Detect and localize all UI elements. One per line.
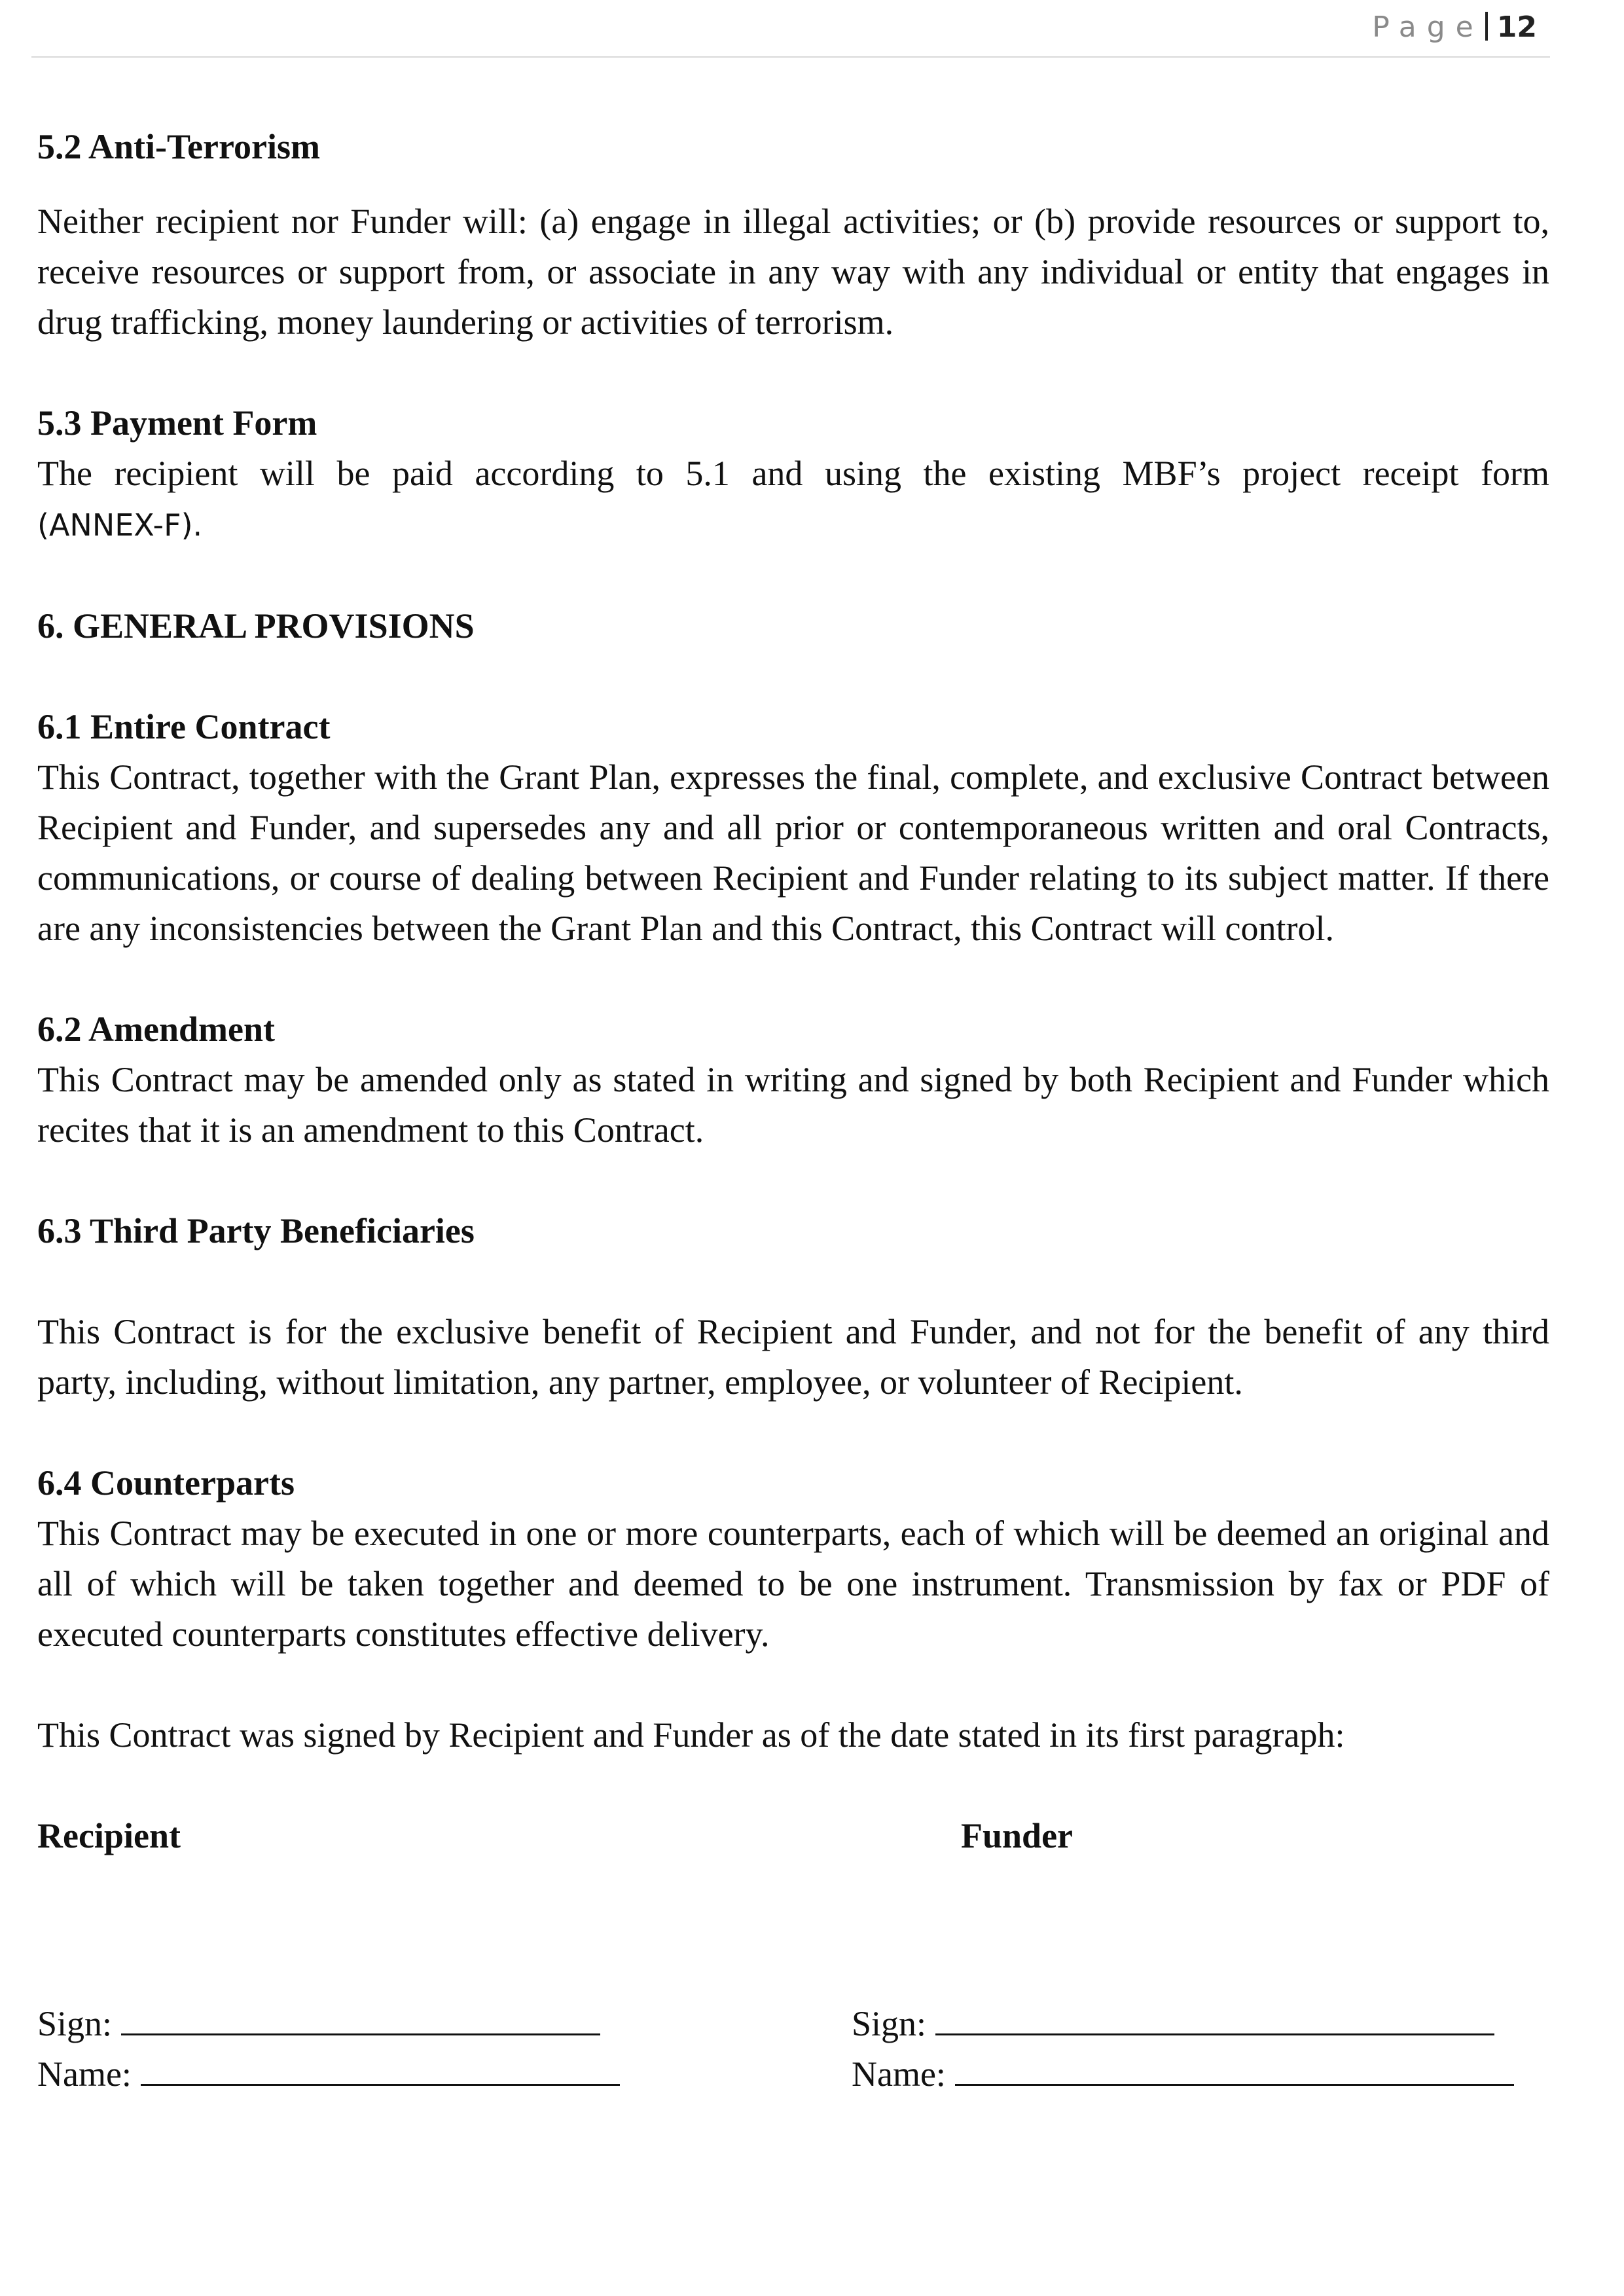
funder-sign-line: [935, 1999, 1494, 2035]
funder-sign-field[interactable]: [852, 1999, 1494, 2049]
section-6-title: 6. GENERAL PROVISIONS: [37, 606, 475, 646]
page-separator: [1485, 12, 1488, 41]
funder-name-line: [955, 2050, 1514, 2086]
recipient-sign-line: [121, 1999, 600, 2035]
section-6-1-body: This Contract, together with the Grant Plan, expresses the final, complete, and exclusive Contract between Recipient and Funder, and supersedes any and all prior or contemporaneous written and oral Contracts, communications, or course of dealing between Recipient and Funder relating to its subject matter. If there are any inconsistencies between the Grant Plan and this Contract, this Contract will control.: [37, 757, 1549, 948]
page-number-label: [1372, 10, 1537, 44]
section-6-1-title: 6.1 Entire Contract: [37, 707, 331, 746]
signature-headings: [37, 1811, 1549, 1861]
funder-sign-label: Sign:: [852, 2004, 927, 2043]
annex-reference: (ANNEX-F).: [37, 507, 203, 543]
recipient-name-label: Name:: [37, 2054, 132, 2094]
sign-row: [37, 1999, 1549, 2049]
funder-name-field[interactable]: [852, 2049, 1514, 2100]
section-6-3-title: 6.3 Third Party Beneficiaries: [37, 1211, 475, 1250]
section-6-3-body: This Contract is for the exclusive benefit of Recipient and Funder, and not for the benefit of any third party, including, without limitation, any partner, employee, or volunteer of Recipient.: [37, 1312, 1549, 1402]
section-5-3-body: The recipient will be paid according to 5.1 and using the existing MBF’s project receipt form: [37, 454, 1549, 493]
section-6-4-body: This Contract may be executed in one or more counterparts, each of which will be deemed an original and all of which will be taken together and deemed to be one instrument. Transmission by fax or PDF of executed counterparts constitutes effective delivery.: [37, 1514, 1549, 1654]
document-body: [37, 122, 1549, 2100]
recipient-heading: Recipient: [37, 1816, 181, 1855]
section-5-2-body: Neither recipient nor Funder will: (a) engage in illegal activities; or (b) provide resources or support to, receive resources or support from, or associate in any way with any individual or entity that engages in drug trafficking, money laundering or activities of terrorism.: [37, 202, 1549, 342]
page-header: [31, 0, 1550, 58]
page-word: Page: [1372, 10, 1484, 44]
page-number: 12: [1496, 10, 1537, 44]
name-row: [37, 2049, 1549, 2100]
section-5-3-annex-line: [37, 499, 1549, 551]
section-5-2-title: 5.2 Anti-Terrorism: [37, 127, 320, 166]
closing-statement: This Contract was signed by Recipient and Funder as of the date stated in its first paragraph:: [37, 1715, 1345, 1755]
funder-name-label: Name:: [852, 2054, 946, 2094]
funder-heading: Funder: [961, 1816, 1074, 1855]
section-6-2-title: 6.2 Amendment: [37, 1010, 275, 1049]
section-6-4-title: 6.4 Counterparts: [37, 1463, 295, 1503]
recipient-name-line: [141, 2050, 620, 2086]
recipient-sign-field[interactable]: [37, 2004, 600, 2043]
recipient-name-field[interactable]: [37, 2054, 620, 2094]
section-5-3-title: 5.3 Payment Form: [37, 403, 317, 443]
section-6-2-body: This Contract may be amended only as stated in writing and signed by both Recipient and Funder which recites that it is an amendment to this Contract.: [37, 1060, 1549, 1150]
recipient-sign-label: Sign:: [37, 2004, 113, 2043]
